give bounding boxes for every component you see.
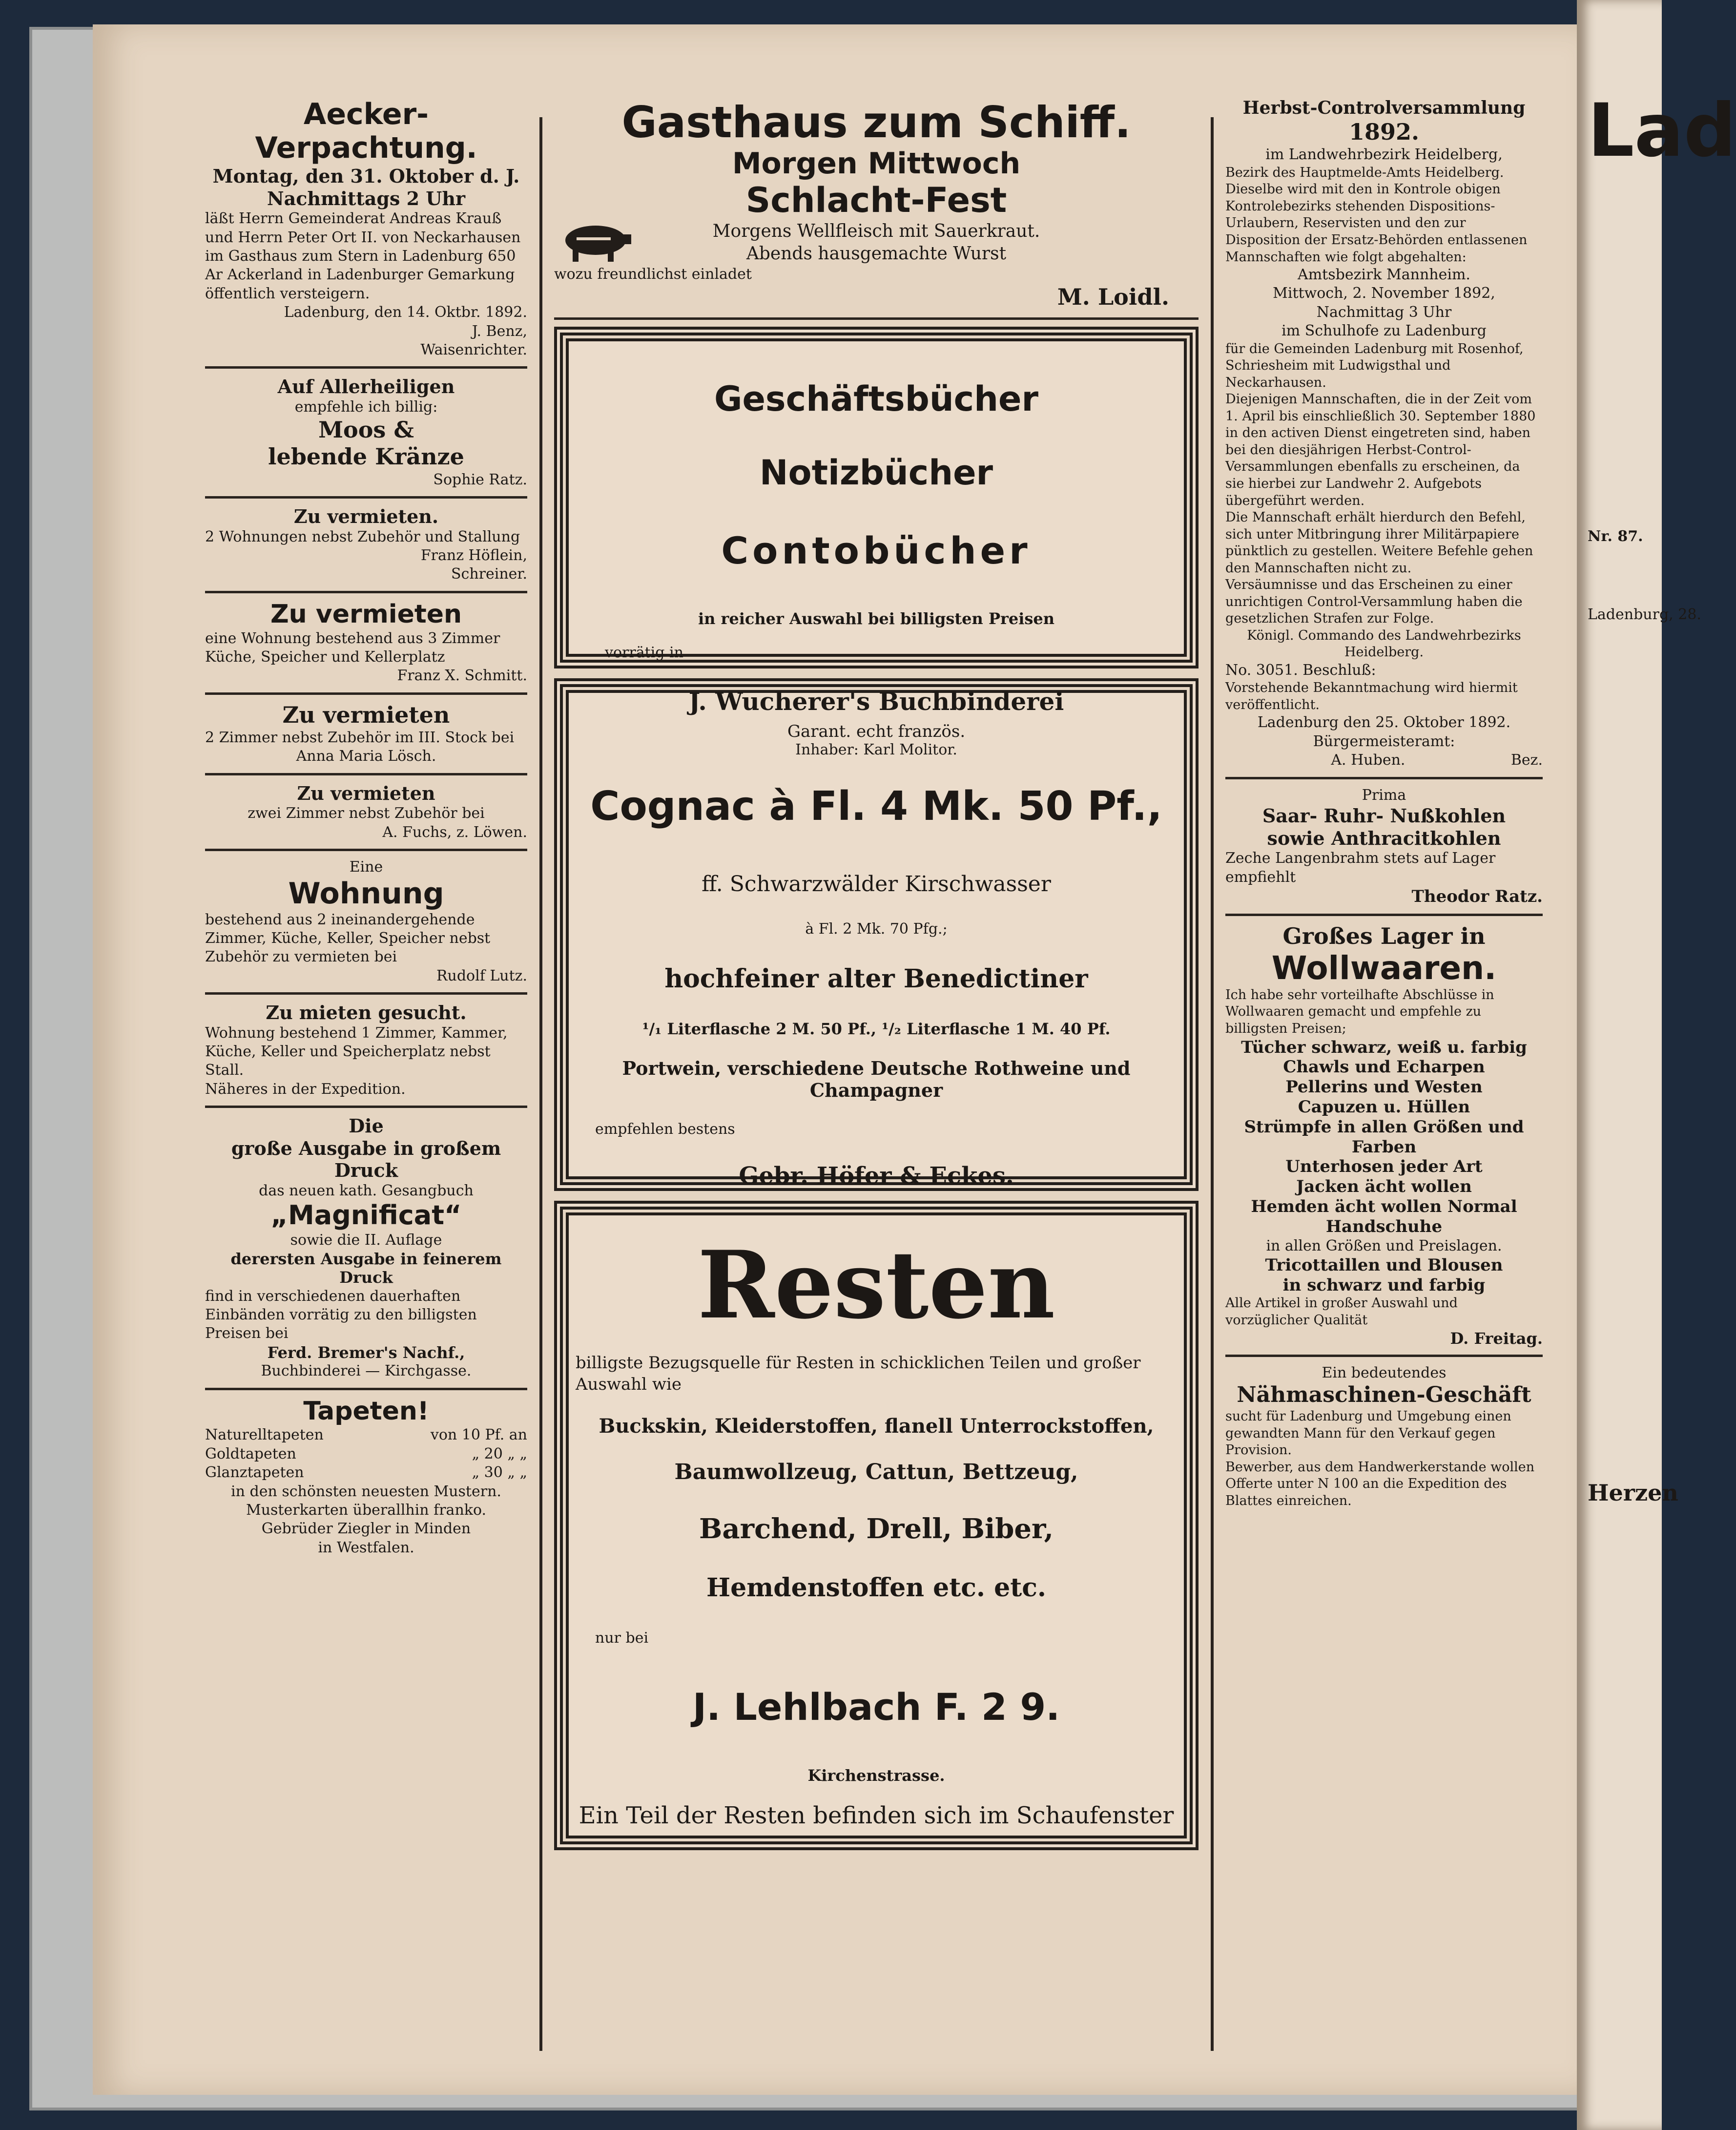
ad-zu-vermieten-4 bbox=[205, 782, 527, 842]
ad-zu-vermieten-3 bbox=[205, 702, 527, 766]
ad-line: nur bei bbox=[595, 1629, 649, 1647]
ad-item: in schwarz und farbig bbox=[1282, 1275, 1486, 1295]
ad-body: billigste Bezugsquelle für Resten in schicklichen Teilen und großer Auswahl wie bbox=[576, 1353, 1141, 1394]
ad-headline: Geschäftsbücher bbox=[714, 379, 1038, 419]
ad-title: Verpachtung. bbox=[255, 131, 477, 165]
ad-headline: Morgen Mittwoch bbox=[732, 146, 1021, 181]
ad-title: Tapeten! bbox=[303, 1396, 429, 1426]
ad-headline: Notizbücher bbox=[759, 452, 993, 493]
ad-body: Die Mannschaft erhält hierdurch den Befehl, sich unter Mitbringung ihrer Militärpapiere pünktlich zu gestellen. Weitere Befehle gehen den Mannschaften nicht zu. bbox=[1225, 510, 1533, 576]
middle-column bbox=[554, 98, 1199, 1850]
price-row bbox=[205, 1426, 527, 1444]
ad-kohlen bbox=[1225, 786, 1543, 907]
ad-line: Königl. Commando des Landwehrbezirks Heidelberg. bbox=[1247, 627, 1521, 660]
ad-headline: sowie Anthracitkohlen bbox=[1267, 827, 1501, 849]
ad-line: derersten Ausgabe in feinerem bbox=[230, 1249, 502, 1268]
ad-body: Bezirk des Hauptmelde-Amts Heidelberg. Dieselbe wird mit den in Kontrole obigen Kontrolebezirks stehenden Dispositions-Urlaubern, Reservisten und den zur Disposition der Ersatz-Behörden entlassenen Mannschaften wie folgt abgehalten: bbox=[1225, 165, 1528, 265]
ad-line: im Schulhofe zu Ladenburg bbox=[1281, 322, 1487, 340]
next-page-place: Ladenburg, 28. bbox=[1588, 606, 1701, 623]
ad-signer-title: Schreiner. bbox=[451, 565, 527, 583]
ad-headline: lebende Kränze bbox=[268, 443, 464, 470]
ad-title: Nähmaschinen-Geschäft bbox=[1237, 1382, 1531, 1408]
price-value: „ 30 „ „ bbox=[472, 1464, 527, 1482]
ad-title: Zu vermieten bbox=[297, 782, 435, 804]
ad-body: Bewerber, aus dem Handwerkerstande wollen Offerte unter N 100 an die Expedition des Blattes einreichen. bbox=[1225, 1459, 1535, 1508]
ad-signer: Franz Höflein, bbox=[420, 547, 527, 564]
ad-headline: Cognac à Fl. 4 Mk. 50 Pf., bbox=[590, 783, 1162, 830]
ad-title: Auf Allerheiligen bbox=[277, 376, 455, 398]
ad-line: Barchend, Drell, Biber, bbox=[699, 1513, 1054, 1545]
ad-body: Vorstehende Bekanntmachung wird hiermit veröffentlicht. bbox=[1225, 680, 1518, 712]
ad-signer: Theodor Ratz. bbox=[1411, 887, 1543, 907]
ad-line: Amtsbezirk Mannheim. bbox=[1298, 266, 1470, 284]
ad-place-date: Ladenburg, den 14. Oktbr. 1892. bbox=[284, 304, 527, 321]
ad-signer: Anna Maria Lösch. bbox=[296, 748, 436, 765]
divider bbox=[554, 317, 1199, 320]
left-column bbox=[205, 98, 527, 1557]
ad-body: Zeche Langenbrahm stets auf Lager empfiehlt bbox=[1225, 850, 1496, 886]
ad-line: Morgens Wellfleisch mit Sauerkraut. bbox=[712, 221, 1040, 241]
ad-line: Ladenburg den 25. Oktober 1892. bbox=[1257, 714, 1511, 731]
ad-item: Pellerins und Westen bbox=[1285, 1077, 1483, 1097]
ad-line: sowie die II. Auflage bbox=[290, 1231, 442, 1249]
ad-line: vorrätig in bbox=[605, 644, 683, 662]
ad-body: bestehend aus 2 ineinandergehende Zimmer, Küche, Keller, Speicher nebst Zubehör zu vermieten bei bbox=[205, 911, 491, 966]
ad-line: ¹/₁ Literflasche 2 M. 50 Pf., ¹/₂ Literflasche 1 M. 40 Pf. bbox=[642, 1020, 1111, 1039]
ad-signer: J. Benz, bbox=[472, 322, 527, 340]
divider bbox=[1225, 777, 1543, 779]
ad-line: Garant. echt französ. bbox=[787, 722, 966, 742]
ad-gasthaus-zum-schiff bbox=[554, 98, 1199, 311]
ad-year: 1892. bbox=[1348, 119, 1420, 146]
ad-item: Tücher schwarz, weiß u. farbig bbox=[1241, 1037, 1527, 1057]
ad-tapeten bbox=[205, 1397, 527, 1558]
ad-zu-vermieten-2 bbox=[205, 600, 527, 686]
divider bbox=[205, 591, 527, 593]
ad-line: Druck bbox=[339, 1268, 393, 1287]
ad-item: Strümpfe in allen Größen und Farben bbox=[1244, 1117, 1524, 1157]
ad-signer: Franz X. Schmitt. bbox=[397, 667, 527, 685]
ad-line: in Westfalen. bbox=[318, 1539, 414, 1556]
column-rule bbox=[539, 117, 542, 2051]
ad-resten bbox=[554, 1201, 1199, 1850]
ad-item: Handschuhe bbox=[1325, 1216, 1443, 1236]
ad-naehmaschinen bbox=[1225, 1364, 1543, 1509]
ad-signer: Rudolf Lutz. bbox=[436, 967, 527, 984]
price-label: Naturelltapeten bbox=[205, 1426, 324, 1444]
ad-signer: D. Freitag. bbox=[1450, 1329, 1543, 1348]
ad-allerheiligen bbox=[205, 376, 527, 489]
ad-headline: Resten bbox=[697, 1231, 1055, 1340]
next-page-edge bbox=[1577, 0, 1736, 2130]
ad-line: No. 3051. Beschluß: bbox=[1225, 662, 1376, 679]
ad-title: Herbst-Controlversammlung bbox=[1242, 98, 1526, 118]
ad-date: Montag, den 31. Oktober d. J. bbox=[212, 165, 520, 187]
ad-magnificat bbox=[205, 1115, 527, 1380]
column-rule bbox=[1211, 117, 1214, 2051]
ad-line: Portwein, verschiedene Deutsche Rothweine und Champagner bbox=[622, 1057, 1131, 1102]
ad-wohnung bbox=[205, 858, 527, 985]
ad-body: Versäumnisse und das Erscheinen zu einer unrichtigen Control-Versammlung haben die gesetzlichen Strafen zur Folge. bbox=[1225, 577, 1523, 626]
ad-line: Hemdenstoffen etc. etc. bbox=[706, 1573, 1046, 1603]
ad-line: Nachmittag 3 Uhr bbox=[1316, 303, 1452, 321]
ad-signer: Sophie Ratz. bbox=[433, 471, 527, 488]
ad-address: Kirchenstrasse. bbox=[807, 1766, 945, 1785]
ad-item: Chawls und Echarpen bbox=[1283, 1057, 1485, 1077]
ad-line: Mittwoch, 2. November 1892, bbox=[1273, 285, 1495, 302]
ad-business-name: J. Wucherer's Buchbinderei bbox=[688, 687, 1064, 716]
ad-body: für die Gemeinden Ladenburg mit Rosenhof, Schriesheim mit Ludwigsthal und Neckarhausen. bbox=[1225, 341, 1524, 390]
ad-title: „Magnificat“ bbox=[270, 1200, 462, 1231]
ad-line: Musterkarten überallhin franko. bbox=[246, 1502, 487, 1519]
ad-signer: A. Huben. bbox=[1331, 752, 1405, 769]
ad-body: zwei Zimmer nebst Zubehör bei bbox=[248, 805, 485, 822]
ad-pre: Eine bbox=[349, 858, 383, 876]
ad-line: Baumwollzeug, Cattun, Bettzeug, bbox=[674, 1460, 1078, 1485]
ad-item: Alle Artikel in großer Auswahl und vorzüglicher Qualität bbox=[1225, 1295, 1458, 1328]
ad-line: große Ausgabe in großem bbox=[231, 1137, 501, 1159]
price-row bbox=[205, 1463, 527, 1482]
next-page-masthead: Lad bbox=[1588, 88, 1736, 173]
price-value: von 10 Pf. an bbox=[430, 1426, 527, 1444]
ad-zu-mieten-gesucht bbox=[205, 1002, 527, 1099]
ad-line: Die bbox=[349, 1115, 384, 1137]
ad-title: Gasthaus zum Schiff. bbox=[621, 97, 1131, 147]
ad-body: eine Wohnung bestehend aus 3 Zimmer Küche, Speicher und Kellerplatz bbox=[205, 629, 500, 666]
ad-line: Abends hausgemachte Wurst bbox=[746, 243, 1007, 264]
ad-headline: Schlacht-Fest bbox=[745, 180, 1007, 221]
divider bbox=[205, 496, 527, 499]
ad-item: in allen Größen und Preislagen. bbox=[1266, 1237, 1502, 1254]
price-label: Glanztapeten bbox=[205, 1464, 304, 1482]
divider bbox=[205, 849, 527, 851]
divider bbox=[1225, 914, 1543, 916]
ad-signer-title: Waisenrichter. bbox=[420, 341, 527, 358]
ad-title: Aecker- bbox=[303, 97, 429, 131]
ad-headline: Moos & bbox=[318, 417, 414, 443]
ad-title: Zu vermieten bbox=[282, 701, 450, 728]
ad-title: Zu vermieten. bbox=[293, 505, 439, 528]
ad-line: Großes Lager in bbox=[1282, 922, 1486, 949]
ad-item: Capuzen u. Hüllen bbox=[1298, 1097, 1470, 1117]
ad-business-name: J. Lehlbach F. 2 9. bbox=[692, 1685, 1060, 1729]
ad-line: in den schönsten neuesten Mustern. bbox=[231, 1483, 501, 1500]
ad-line: Buckskin, Kleiderstoffen, flanell Unterrockstoffen, bbox=[599, 1415, 1154, 1438]
price-label: Goldtapeten bbox=[205, 1445, 296, 1462]
price-row bbox=[205, 1445, 527, 1463]
divider bbox=[205, 773, 527, 775]
ad-item: Unterhosen jeder Art bbox=[1285, 1157, 1483, 1177]
price-value: „ 20 „ „ bbox=[472, 1445, 527, 1462]
pig-icon bbox=[559, 220, 632, 264]
ad-body: Wohnung bestehend 1 Zimmer, Kammer, Küche, Keller und Speicherplatz nebst Stall. bbox=[205, 1024, 508, 1079]
ad-signer-row bbox=[1225, 751, 1543, 770]
ad-line: Bürgermeisteramt: bbox=[1313, 732, 1455, 750]
ad-line: Gebrüder Ziegler in Minden bbox=[261, 1520, 471, 1538]
ad-line: à Fl. 2 Mk. 70 Pfg.; bbox=[805, 920, 948, 938]
ad-body: 2 Wohnungen nebst Zubehör und Stallung bbox=[205, 528, 520, 545]
divider bbox=[205, 992, 527, 995]
ad-pre: Ein bedeutendes bbox=[1322, 1364, 1447, 1381]
ad-headline: Contobücher bbox=[721, 529, 1032, 573]
next-page-issue: Nr. 87. bbox=[1588, 528, 1643, 545]
ad-item: Hemden ächt wollen Normal bbox=[1251, 1196, 1517, 1216]
ad-signer: M. Loidl. bbox=[1057, 284, 1169, 311]
ad-footer: Ein Teil der Resten befinden sich im Schaufenster bbox=[579, 1801, 1174, 1829]
ad-signer-sub: Buchbinderei — Kirchgasse. bbox=[261, 1362, 472, 1380]
ad-signer: Gebr. Höfer & Eckes. bbox=[739, 1162, 1014, 1190]
ad-herbst-controlversammlung bbox=[1225, 98, 1543, 770]
ad-owner: Inhaber: Karl Molitor. bbox=[795, 741, 957, 758]
ad-body: sucht für Ladenburg und Umgebung einen gewandten Mann für den Verkauf gegen Provision. bbox=[1225, 1409, 1511, 1458]
divider bbox=[205, 692, 527, 695]
ad-signer: Ferd. Bremer's Nachf., bbox=[267, 1343, 465, 1362]
ad-line: das neuen kath. Gesangbuch bbox=[259, 1182, 474, 1200]
ad-line: im Landwehrbezirk Heidelberg, bbox=[1265, 146, 1503, 164]
ad-body: 2 Zimmer nebst Zubehör im III. Stock bei bbox=[205, 729, 515, 746]
ad-title: Wollwaaren. bbox=[1271, 949, 1497, 987]
divider bbox=[205, 1106, 527, 1108]
ad-signer: Bez. bbox=[1510, 752, 1543, 769]
ad-item: Jacken ächt wollen bbox=[1296, 1177, 1472, 1197]
ad-title: Wohnung bbox=[288, 876, 444, 911]
ad-signer: A. Fuchs, z. Löwen. bbox=[382, 823, 527, 841]
ad-pre: Prima bbox=[1362, 786, 1406, 804]
ad-zu-vermieten-1 bbox=[205, 505, 527, 584]
ad-title: Zu mieten gesucht. bbox=[266, 1002, 467, 1024]
right-column bbox=[1225, 98, 1543, 1509]
next-page-heading: Herzen bbox=[1588, 1480, 1678, 1506]
ad-note: Näheres in der Expedition. bbox=[205, 1080, 406, 1098]
divider bbox=[205, 366, 527, 369]
ad-line: in reicher Auswahl bei billigsten Preisen bbox=[698, 609, 1055, 628]
ad-line: ff. Schwarzwälder Kirschwasser bbox=[702, 872, 1051, 897]
ad-acker-verpachtung bbox=[205, 98, 527, 359]
ad-invite: wozu freundlichst einladet bbox=[554, 265, 752, 283]
divider bbox=[205, 1388, 527, 1390]
ad-body: empfehle ich billig: bbox=[294, 398, 438, 416]
ad-headline: Saar- Ruhr- Nußkohlen bbox=[1262, 805, 1506, 827]
ad-wollwaaren bbox=[1225, 923, 1543, 1348]
ad-body: find in verschiedenen dauerhaften Einbänden vorrätig zu den billigsten Preisen bei bbox=[205, 1287, 477, 1342]
ad-body: Ich habe sehr vorteilhafte Abschlüsse in Wollwaaren gemacht und empfehle zu billigsten Preisen; bbox=[1225, 987, 1494, 1036]
ad-time: Nachmittags 2 Uhr bbox=[267, 187, 466, 209]
ad-body: läßt Herrn Gemeinderat Andreas Krauß und Herrn Peter Ort II. von Neckarhausen im Gasthaus zum Stern in Ladenburg 650 Ar Ackerland in Ladenburger Gemarkung öffentlich versteigern. bbox=[205, 210, 521, 302]
ad-body: Diejenigen Mannschaften, die in der Zeit vom 1. April bis einschließlich 30. September 1880 in den activen Dienst eingetreten sind, haben bei den diesjährigen Herbst-Control-Versammlungen ebenfalls zu erscheinen, da sie hierbei zur Landwehr 2. Aufgebots übergeführt werden. bbox=[1225, 392, 1536, 508]
ad-line: hochfeiner alter Benedictiner bbox=[664, 964, 1088, 994]
ad-line: Druck bbox=[334, 1159, 398, 1182]
ad-item: Tricottaillen und Blousen bbox=[1265, 1255, 1503, 1275]
divider bbox=[1225, 1355, 1543, 1357]
ad-line: empfehlen bestens bbox=[595, 1121, 735, 1138]
ad-title: Zu vermieten bbox=[270, 599, 462, 629]
